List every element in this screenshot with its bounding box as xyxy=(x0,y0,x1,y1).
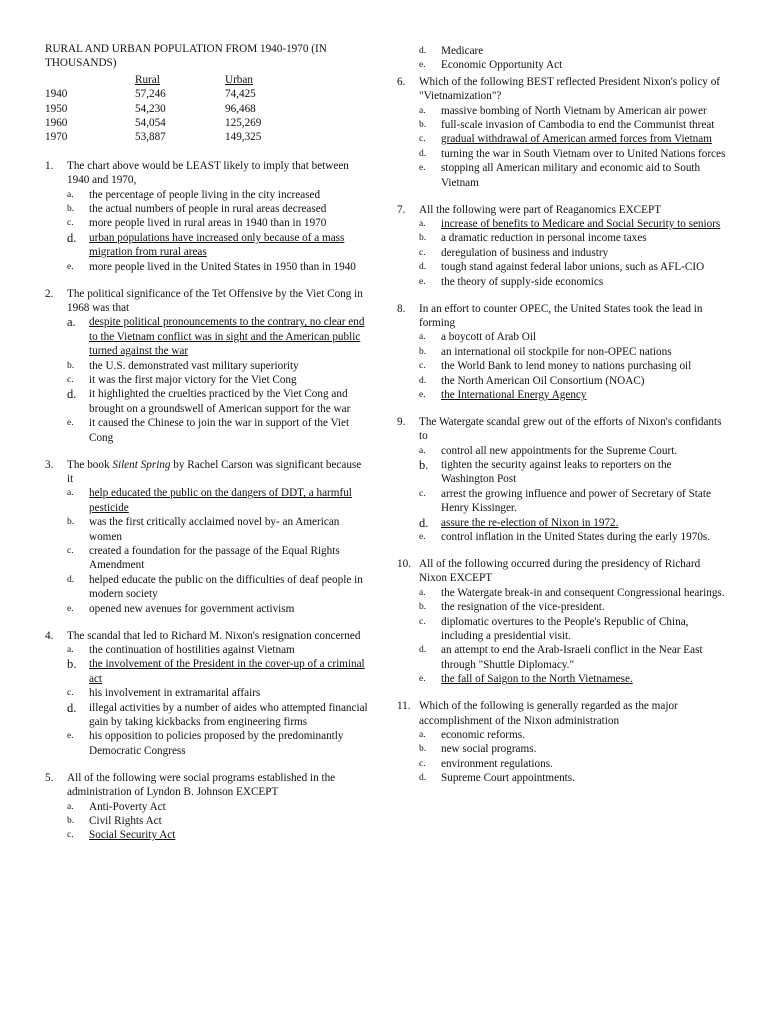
correct-option-text: despite political pronouncements to the contrary, no clear end to the Vietnam conflict was in sight and the American public turned against the war xyxy=(89,316,365,358)
answer-option[interactable] xyxy=(45,814,370,828)
option-letter: e. xyxy=(419,276,426,287)
option-letter: d. xyxy=(419,262,427,273)
answer-option[interactable] xyxy=(397,771,727,785)
answer-option[interactable] xyxy=(397,132,727,146)
option-text: stopping all American military and economic aid to South Vietnam xyxy=(441,162,701,189)
option-letter: b. xyxy=(419,458,429,473)
question-11 xyxy=(397,699,727,785)
answer-option[interactable] xyxy=(45,800,370,814)
row-urban: 125,269 xyxy=(225,117,262,130)
answer-option[interactable] xyxy=(45,686,370,700)
option-letter: a. xyxy=(419,105,426,116)
option-letter: c. xyxy=(67,688,74,699)
option-letter: d. xyxy=(419,773,427,784)
question-text: The chart above would be LEAST likely to imply that between 1940 and 1970, xyxy=(67,159,349,187)
option-letter: a. xyxy=(419,332,426,343)
option-letter: c. xyxy=(67,830,74,841)
answer-option[interactable] xyxy=(45,657,370,686)
option-letter: b. xyxy=(67,360,75,371)
option-letter: a. xyxy=(419,445,426,456)
option-letter: c. xyxy=(419,616,426,627)
option-text: deregulation of business and industry xyxy=(441,246,609,259)
option-letter: c. xyxy=(419,361,426,372)
option-text: the Watergate break-in and consequent Congressional hearings. xyxy=(441,586,725,599)
answer-option[interactable] xyxy=(397,458,727,487)
header-rural: Rural xyxy=(135,73,160,86)
answer-option[interactable] xyxy=(397,217,727,231)
option-text: new social programs. xyxy=(441,743,537,756)
answer-option[interactable] xyxy=(397,586,727,600)
answer-option[interactable] xyxy=(45,701,370,730)
option-letter: a. xyxy=(67,801,74,812)
option-letter: b. xyxy=(419,233,427,244)
option-text: more people lived in rural areas in 1940 than in 1970 xyxy=(89,217,327,230)
option-text: the North American Oil Consortium (NOAC) xyxy=(441,374,645,387)
row-rural: 53,887 xyxy=(135,131,166,144)
question-stem xyxy=(45,159,370,188)
option-text: Supreme Court appointments. xyxy=(441,772,575,785)
table-row xyxy=(45,116,261,130)
option-letter: e. xyxy=(419,60,426,71)
question-7 xyxy=(397,203,727,289)
correct-option-text: the fall of Saigon to the North Vietnamese. xyxy=(441,673,633,686)
option-letter: b. xyxy=(419,602,427,613)
answer-option[interactable] xyxy=(45,515,370,544)
answer-option[interactable] xyxy=(45,602,370,616)
options-list xyxy=(45,315,370,445)
question-text: In an effort to counter OPEC, the United States took the lead in forming xyxy=(419,302,703,329)
answer-option[interactable] xyxy=(45,544,370,573)
correct-option-text: the International Energy Agency xyxy=(441,388,587,401)
answer-option[interactable] xyxy=(397,161,727,190)
question-stem xyxy=(397,302,727,331)
question-text: Which of the following is generally regarded as the major accomplishment of the Nixon administration xyxy=(419,700,678,727)
question-stem xyxy=(45,287,370,316)
question-stem xyxy=(45,629,370,643)
options-list xyxy=(397,104,727,190)
answer-option[interactable] xyxy=(397,147,727,161)
options-list xyxy=(397,217,727,289)
question-text: All of the following occurred during the presidency of Richard Nixon EXCEPT xyxy=(419,558,701,585)
option-letter: a. xyxy=(67,189,74,200)
row-year: 1970 xyxy=(45,131,68,144)
option-letter: b. xyxy=(419,120,427,131)
option-text: it was the first major victory for the Viet Cong xyxy=(89,374,297,387)
options-list xyxy=(397,728,727,786)
option-letter: d. xyxy=(67,574,75,585)
table-row xyxy=(45,87,261,101)
answer-option[interactable] xyxy=(397,742,727,756)
option-letter: b. xyxy=(419,346,427,357)
options-list xyxy=(45,188,370,274)
left-column xyxy=(45,42,370,855)
left-question-list xyxy=(45,159,370,843)
right-column xyxy=(397,44,727,798)
question-number: 8. xyxy=(397,302,406,315)
answer-option[interactable] xyxy=(45,260,370,274)
option-text: arrest the growing influence and power of Secretary of State Henry Kissinger. xyxy=(441,487,711,515)
table-header-row xyxy=(45,73,261,87)
option-text: environment regulations. xyxy=(441,757,553,770)
answer-option[interactable] xyxy=(397,275,727,289)
option-letter: e. xyxy=(67,603,74,614)
answer-option[interactable] xyxy=(397,359,727,373)
option-text: it caused the Chinese to join the war in support of the Viet Cong xyxy=(89,417,350,444)
correct-option-text: increase of benefits to Medicare and Social Security to seniors xyxy=(441,217,721,230)
question-number: 10. xyxy=(397,558,411,570)
answer-option[interactable] xyxy=(397,757,727,771)
option-letter: c. xyxy=(67,546,74,556)
row-year: 1950 xyxy=(45,102,68,115)
question-stem xyxy=(45,771,370,800)
option-text: created a foundation for the passage of the Equal Rights Amendment xyxy=(89,545,340,572)
option-letter: a. xyxy=(419,729,426,740)
option-letter: a. xyxy=(67,488,74,499)
option-text: the resignation of the vice-president. xyxy=(441,601,605,614)
option-text: an attempt to end the Arab-Israeli conflict in the Near East through "Shuttle Diplomacy." xyxy=(441,644,703,671)
question-stem xyxy=(45,458,370,487)
answer-option[interactable] xyxy=(397,118,727,132)
answer-option[interactable] xyxy=(45,216,370,230)
question-text: Which of the following BEST reflected President Nixon's policy of "Vietnamization"? xyxy=(419,75,721,103)
question-number: 6. xyxy=(397,75,406,88)
answer-option[interactable] xyxy=(45,387,370,416)
option-letter: c. xyxy=(419,758,426,769)
answer-option[interactable] xyxy=(397,374,727,388)
question-text: All the following were part of Reaganomics EXCEPT xyxy=(419,203,662,216)
options-list xyxy=(45,800,370,843)
option-letter: e. xyxy=(419,674,426,685)
answer-option[interactable] xyxy=(397,388,727,402)
option-letter: d. xyxy=(419,46,427,56)
option-letter: c. xyxy=(67,375,74,386)
header-urban: Urban xyxy=(225,73,253,86)
option-letter: e. xyxy=(419,389,426,400)
question-stem xyxy=(397,699,727,728)
option-letter: b. xyxy=(419,744,427,755)
question-number: 4. xyxy=(45,629,54,642)
answer-option[interactable] xyxy=(397,330,727,344)
question-number: 1. xyxy=(45,159,54,172)
question-9 xyxy=(397,415,727,545)
option-letter: e. xyxy=(67,731,74,742)
table-row xyxy=(45,102,261,116)
option-letter: c. xyxy=(67,218,74,229)
row-urban: 96,468 xyxy=(225,102,256,115)
option-text: the theory of supply-side economics xyxy=(441,275,604,288)
answer-option[interactable] xyxy=(397,345,727,359)
answer-option[interactable] xyxy=(45,573,370,602)
question-4 xyxy=(45,629,370,759)
option-text: a dramatic reduction in personal income taxes xyxy=(441,232,647,245)
answer-option[interactable] xyxy=(45,729,370,758)
option-letter: e. xyxy=(67,261,74,272)
option-text: economic reforms. xyxy=(441,728,525,741)
question-text: All of the following were social programs established in the administration of Lyndon B. Johnson EXCEPT xyxy=(67,771,336,799)
answer-option[interactable] xyxy=(397,104,727,118)
correct-option-text: urban populations have increased only because of a mass migration from rural areas xyxy=(89,231,345,259)
question-number: 9. xyxy=(397,415,406,428)
question-number: 5. xyxy=(45,771,54,784)
answer-option[interactable] xyxy=(45,188,370,202)
question-6 xyxy=(397,75,727,190)
row-rural: 54,230 xyxy=(135,102,166,115)
answer-option[interactable] xyxy=(45,416,370,445)
options-list xyxy=(45,643,370,758)
question-1 xyxy=(45,159,370,274)
answer-option[interactable] xyxy=(397,487,727,516)
option-text: Economic Opportunity Act xyxy=(441,59,563,72)
question-3 xyxy=(45,458,370,616)
option-text: the U.S. demonstrated vast military superiority xyxy=(89,359,299,372)
answer-option[interactable] xyxy=(397,44,727,58)
option-text: the actual numbers of people in rural areas decreased xyxy=(89,203,327,216)
option-letter: b. xyxy=(67,657,77,672)
option-letter: a. xyxy=(67,644,74,655)
options-list xyxy=(397,444,727,545)
option-text: diplomatic overtures to the People's Republic of China, including a presidential visit. xyxy=(441,615,689,643)
question-10 xyxy=(397,557,727,687)
option-text: full-scale invasion of Cambodia to end the Communist threat xyxy=(441,119,715,132)
question-number: 11. xyxy=(397,700,411,713)
answer-option[interactable] xyxy=(397,728,727,742)
option-text: it highlighted the cruelties practiced by the Viet Cong and brought on a groundswell of American support for the war xyxy=(89,388,351,415)
answer-option[interactable] xyxy=(397,246,727,260)
row-rural: 54,054 xyxy=(135,117,166,130)
question-number: 7. xyxy=(397,203,406,216)
answer-option[interactable] xyxy=(397,643,727,672)
answer-option[interactable] xyxy=(397,260,727,274)
answer-option[interactable] xyxy=(397,530,727,544)
correct-option-text: Social Security Act xyxy=(89,829,176,842)
option-text: an international oil stockpile for non-OPEC nations xyxy=(441,345,672,358)
question-text: The book Silent Spring by Rachel Carson was significant because it xyxy=(67,458,362,485)
question-number: 2. xyxy=(45,287,54,300)
question-stem xyxy=(397,75,727,104)
option-text: helped educate the public on the difficulties of deaf people in modern society xyxy=(89,573,363,601)
option-text: control inflation in the United States during the early 1970s. xyxy=(441,531,711,544)
correct-option-text: help educated the public on the dangers of DDT, a harmful pesticide xyxy=(89,487,352,514)
correct-option-text: assure the re-election of Nixon in 1972. xyxy=(441,516,619,529)
table-row xyxy=(45,130,261,144)
option-letter: a. xyxy=(67,315,76,330)
option-letter: d. xyxy=(419,515,429,530)
option-text: tough stand against federal labor unions, such as AFL-CIO xyxy=(441,261,705,274)
option-letter: a. xyxy=(419,587,426,598)
option-letter: e. xyxy=(67,418,74,429)
option-text: opened new avenues for government activism xyxy=(89,602,295,615)
options-list xyxy=(45,486,370,616)
option-text: turning the war in South Vietnam over to United Nations forces xyxy=(441,147,726,160)
answer-option[interactable] xyxy=(45,202,370,216)
question-stem xyxy=(397,557,727,586)
option-text: Civil Rights Act xyxy=(89,814,162,827)
option-letter: c. xyxy=(419,488,426,499)
option-text: the World Bank to lend money to nations purchasing oil xyxy=(441,360,692,373)
option-letter: a. xyxy=(419,218,426,229)
option-text: the percentage of people living in the city increased xyxy=(89,188,321,201)
book-title: Silent Spring xyxy=(112,458,171,471)
answer-option[interactable] xyxy=(45,315,370,358)
question-8 xyxy=(397,302,727,403)
option-letter: b. xyxy=(67,517,75,528)
options-list xyxy=(397,330,727,402)
right-question-list xyxy=(397,75,727,786)
correct-option-text: gradual withdrawal of American armed forces from Vietnam xyxy=(441,133,712,146)
option-text: Medicare xyxy=(441,45,484,57)
option-letter: d. xyxy=(419,375,427,386)
option-letter: b. xyxy=(67,204,75,215)
answer-option[interactable] xyxy=(397,516,727,530)
option-letter: d. xyxy=(67,230,77,245)
answer-option[interactable] xyxy=(397,231,727,245)
question-text: The Watergate scandal grew out of the efforts of Nixon's confidants to xyxy=(419,415,722,443)
row-rural: 57,246 xyxy=(135,88,166,101)
answer-option[interactable] xyxy=(45,231,370,260)
option-text: was the first critically acclaimed novel by- an American women xyxy=(89,516,340,543)
table-title: RURAL AND URBAN POPULATION FROM 1940-1970 (IN THOUSANDS) xyxy=(45,43,327,70)
row-urban: 149,325 xyxy=(225,131,262,144)
question-number: 3. xyxy=(45,458,54,471)
option-text: more people lived in the United States in 1950 than in 1940 xyxy=(89,260,356,273)
answer-option[interactable] xyxy=(45,373,370,387)
option-text: his involvement in extramarital affairs xyxy=(89,687,261,700)
option-text: control all new appointments for the Supreme Court. xyxy=(441,444,678,457)
question-5 xyxy=(45,771,370,843)
option-text: Anti-Poverty Act xyxy=(89,800,166,813)
options-list xyxy=(397,586,727,687)
row-year: 1940 xyxy=(45,88,68,101)
question-stem xyxy=(397,203,727,217)
answer-option[interactable] xyxy=(45,359,370,373)
row-urban: 74,425 xyxy=(225,88,256,101)
option-letter: b. xyxy=(67,815,75,826)
option-letter: d. xyxy=(419,148,427,159)
question-stem xyxy=(397,415,727,444)
correct-option-text: the involvement of the President in the cover-up of a criminal act xyxy=(89,658,365,685)
option-text: the continuation of hostilities against Vietnam xyxy=(89,643,295,656)
question-2 xyxy=(45,287,370,445)
option-letter: c. xyxy=(419,247,426,258)
question-text: The scandal that led to Richard M. Nixon's resignation concerned xyxy=(67,629,361,642)
answer-option[interactable] xyxy=(45,643,370,657)
option-letter: d. xyxy=(67,700,77,715)
question-text: The political significance of the Tet Offensive by the Viet Cong in 1968 was that xyxy=(67,287,363,314)
option-letter: e. xyxy=(419,163,426,174)
answer-option[interactable] xyxy=(397,58,727,72)
option-letter: c. xyxy=(419,134,426,145)
option-text: illegal activities by a number of aides who attempted financial gain by taking kickbacks from engineering firms xyxy=(89,701,368,728)
answer-option[interactable] xyxy=(397,615,727,644)
option-text: a boycott of Arab Oil xyxy=(441,331,537,344)
answer-option[interactable] xyxy=(45,486,370,515)
answer-option[interactable] xyxy=(397,600,727,614)
answer-option[interactable] xyxy=(397,672,727,686)
option-letter: d. xyxy=(419,645,427,656)
row-year: 1960 xyxy=(45,117,68,130)
answer-option[interactable] xyxy=(397,444,727,458)
option-letter: d. xyxy=(67,387,77,402)
answer-option[interactable] xyxy=(45,828,370,842)
population-table xyxy=(45,73,261,145)
option-letter: e. xyxy=(419,532,426,543)
question-5-continued-options xyxy=(397,44,727,73)
option-text: his opposition to policies proposed by the predominantly Democratic Congress xyxy=(89,730,344,757)
option-text: massive bombing of North Vietnam by American air power xyxy=(441,104,707,117)
option-text: tighten the security against leaks to reporters on the Washington Post xyxy=(441,459,672,486)
